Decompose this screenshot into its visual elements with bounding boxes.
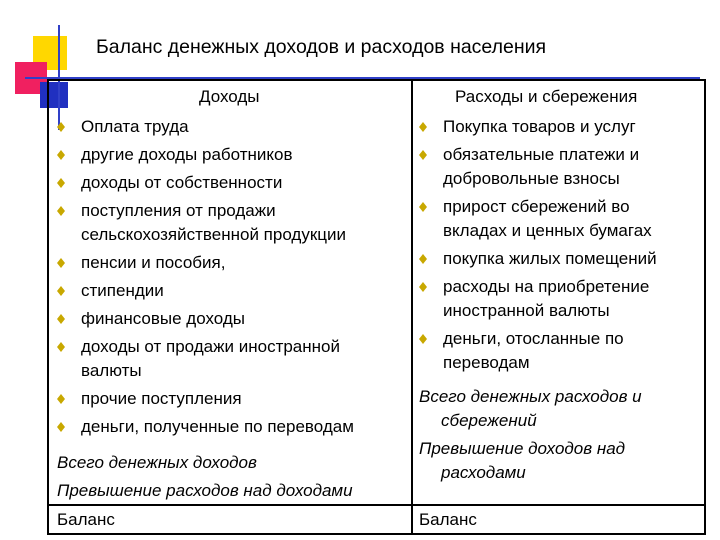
list-item-text: сельскохозяйственной продукции [81,225,346,244]
list-item-text: добровольные взносы [443,169,620,188]
list-item [419,195,705,243]
list-item [57,415,411,439]
list-item [57,199,411,247]
list-item-text: прочие поступления [81,389,242,408]
list-item [57,171,411,195]
diamond-bullet-icon [419,202,427,212]
balance-table [47,79,706,535]
list-item [57,115,411,139]
expenses-excess-line2: расходами [441,463,526,482]
list-item-text: доходы от собственности [81,173,283,192]
list-item [419,327,705,375]
list-item-text: иностранной валюты [443,301,610,320]
list-item-text: пенсии и пособия, [81,253,226,272]
diamond-bullet-icon [419,254,427,264]
list-item-text: другие доходы работников [81,145,293,164]
diamond-bullet-icon [57,122,65,132]
list-item-text: поступления от продажи [81,201,276,220]
slide-title: Баланс денежных доходов и расходов населения [96,36,547,58]
list-item-text: финансовые доходы [81,309,245,328]
expenses-total-line1: Всего денежных расходов и [419,387,642,406]
diamond-bullet-icon [57,286,65,296]
list-item-text: валюты [81,361,142,380]
list-item [419,143,705,191]
diamond-bullet-icon [419,122,427,132]
list-item-text: Покупка товаров и услуг [443,117,636,136]
expenses-total [419,385,642,433]
diamond-bullet-icon [419,334,427,344]
list-item-text: покупка жилых помещений [443,249,657,268]
list-item-text: стипендии [81,281,164,300]
diamond-bullet-icon [57,422,65,432]
expenses-column [413,81,706,504]
diamond-bullet-icon [57,258,65,268]
expenses-list [419,115,705,375]
list-item [57,279,411,303]
list-item-text: переводам [443,353,530,372]
list-item-text: деньги, полученные по переводам [81,417,354,436]
diamond-bullet-icon [57,178,65,188]
diamond-bullet-icon [419,150,427,160]
expenses-balance: Баланс [419,510,477,529]
expenses-excess [419,437,625,485]
list-item [419,247,705,271]
list-item-text: доходы от продажи иностранной [81,337,340,356]
expenses-total-line2: сбережений [441,411,537,430]
expenses-balance-cell [413,504,706,535]
list-item-text: вкладах и ценных бумагах [443,221,652,240]
income-balance: Баланс [57,510,115,529]
diamond-bullet-icon [419,282,427,292]
list-item [57,307,411,331]
diamond-bullet-icon [57,206,65,216]
income-list [57,115,411,439]
list-item [57,335,411,383]
income-excess: Превышение расходов над доходами [57,481,353,500]
list-item-text: обязательные платежи и [443,145,640,164]
list-item-text: Оплата труда [81,117,189,136]
list-item [57,143,411,167]
income-heading: Доходы [199,87,260,106]
diamond-bullet-icon [57,150,65,160]
expenses-heading: Расходы и сбережения [455,87,638,106]
list-item-text: расходы на приобретение [443,277,650,296]
list-item-text: деньги, отосланные по [443,329,624,348]
diamond-bullet-icon [57,342,65,352]
diamond-bullet-icon [57,314,65,324]
list-item-text: прирост сбережений во [443,197,630,216]
income-balance-cell [49,504,413,535]
list-item [419,115,705,139]
income-column [49,81,413,504]
list-item [57,251,411,275]
list-item [57,387,411,411]
expenses-excess-line1: Превышение доходов над [419,439,626,458]
list-item [419,275,705,323]
income-total: Всего денежных доходов [57,453,257,472]
diamond-bullet-icon [57,394,65,404]
